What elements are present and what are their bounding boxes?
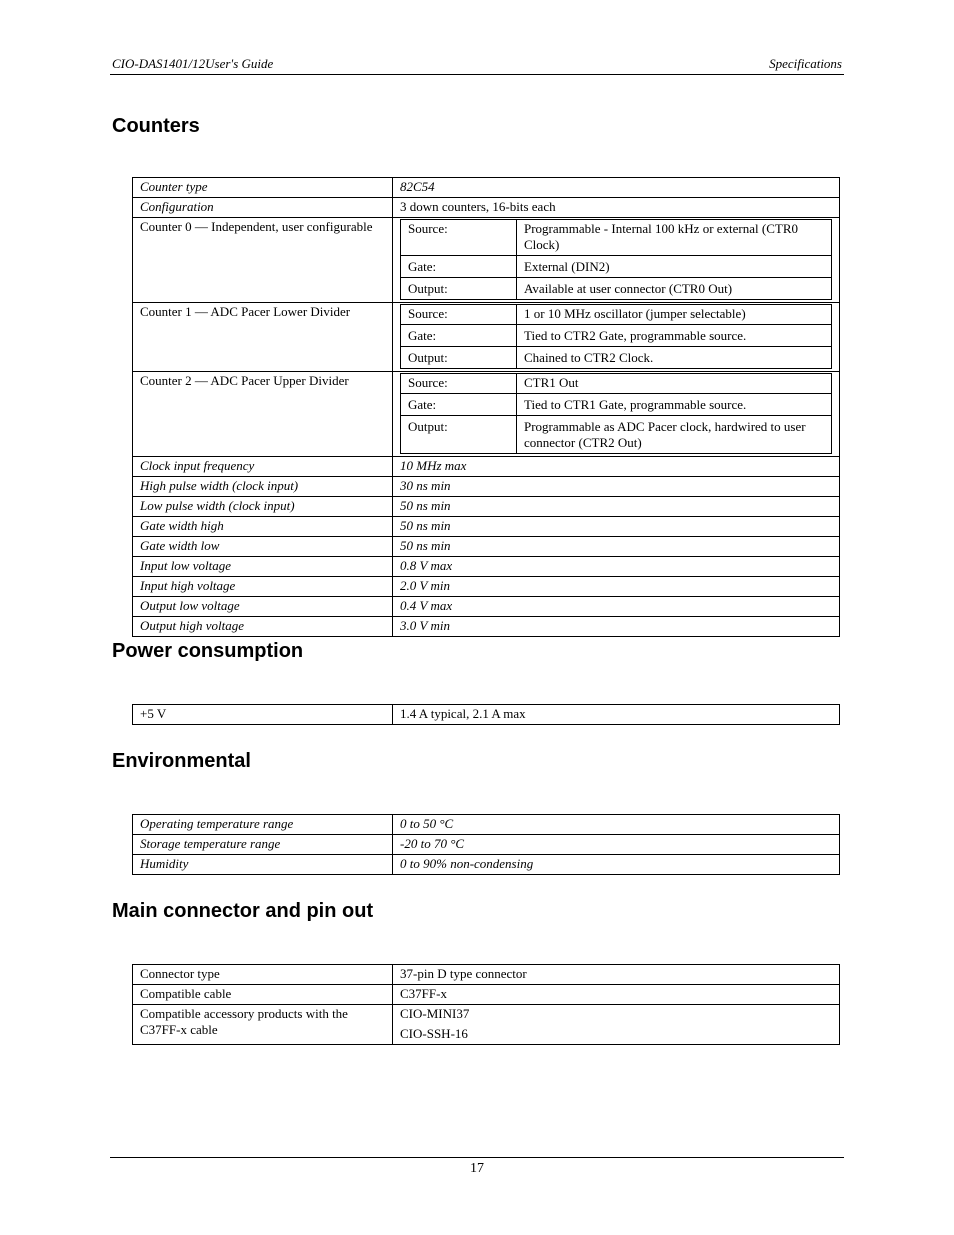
power-heading: Power consumption [112,640,304,662]
table-row [133,457,840,477]
output-label: Output: [401,278,517,300]
spec-value: 0.4 V max [393,597,840,617]
output-value: Chained to CTR2 Clock. [517,347,832,369]
table-row [133,965,840,985]
spec-label: Operating temperature range [133,815,393,835]
table-row [133,1005,840,1045]
spec-label: Clock input frequency [133,457,393,477]
output-value: Available at user connector (CTR0 Out) [517,278,832,300]
table-row [133,815,840,835]
spec-label: Gate width low [133,537,393,557]
spec-value: 10 MHz max [393,457,840,477]
spec-label: Gate width high [133,517,393,537]
spec-label: Input high voltage [133,577,393,597]
table-row [133,497,840,517]
spec-value: 50 ns min [393,497,840,517]
spec-value: 3.0 V min [393,617,840,637]
counters-table [132,177,840,637]
table-row-counter1 [133,303,840,372]
spec-value: 2.0 V min [393,577,840,597]
table-row [133,985,840,1005]
gate-value: Tied to CTR2 Gate, programmable source. [517,325,832,347]
output-label: Output: [401,416,517,454]
connector-heading: Main connector and pin out [112,900,374,922]
counters-heading: Counters [112,115,200,137]
spec-value: 0 to 90% non-condensing [393,855,840,875]
spec-label: Compatible accessory products with the C37FF-x cable [133,1005,393,1045]
spec-value: 0 to 50 °C [393,815,840,835]
environmental-heading: Environmental [112,750,251,772]
gate-label: Gate: [401,325,517,347]
gate-label: Gate: [401,394,517,416]
table-row [133,617,840,637]
source-value: Programmable - Internal 100 kHz or external (CTR0 Clock) [517,220,832,256]
spec-value: 82C54 [393,178,840,198]
gate-value: Tied to CTR1 Gate, programmable source. [517,394,832,416]
table-row [133,835,840,855]
spec-value: 37-pin D type connector [393,965,840,985]
spec-value: 3 down counters, 16-bits each [393,198,840,218]
spec-label: Counter type [133,178,393,198]
gate-value: External (DIN2) [517,256,832,278]
accessory-list [400,1006,832,1042]
spec-value: 1.4 A typical, 2.1 A max [393,705,840,725]
table-row [133,178,840,198]
spec-value: 50 ns min [393,517,840,537]
spec-value: 50 ns min [393,537,840,557]
table-row [133,597,840,617]
list-item: CIO-MINI37 [400,1006,470,1021]
source-value: 1 or 10 MHz oscillator (jumper selectable) [517,305,832,325]
counter1-label: Counter 1 — ADC Pacer Lower Divider [133,303,393,372]
spec-label: Compatible cable [133,985,393,1005]
spec-label: Storage temperature range [133,835,393,855]
power-table [132,704,840,725]
spec-label: Output low voltage [133,597,393,617]
counter0-details [400,219,832,300]
spec-label: Humidity [133,855,393,875]
counter1-details [400,304,832,369]
page-number: 17 [470,1161,484,1176]
counter2-label: Counter 2 — ADC Pacer Upper Divider [133,372,393,457]
table-row-counter2 [133,372,840,457]
spec-label: Input low voltage [133,557,393,577]
output-label: Output: [401,347,517,369]
running-header [110,56,844,75]
spec-label: Low pulse width (clock input) [133,497,393,517]
table-row [133,477,840,497]
table-row [133,577,840,597]
spec-value: C37FF-x [393,985,840,1005]
list-item: CIO-SSH-16 [400,1026,468,1041]
environmental-table [132,814,840,875]
table-row [133,557,840,577]
source-value: CTR1 Out [517,374,832,394]
spec-label: +5 V [133,705,393,725]
spec-value: 0.8 V max [393,557,840,577]
spec-value: -20 to 70 °C [393,835,840,855]
spec-label: Connector type [133,965,393,985]
spec-label: High pulse width (clock input) [133,477,393,497]
spec-value: 30 ns min [393,477,840,497]
gate-label: Gate: [401,256,517,278]
table-row [133,855,840,875]
table-row [133,517,840,537]
spec-label: Output high voltage [133,617,393,637]
spec-label: Configuration [133,198,393,218]
table-row-counter0 [133,218,840,303]
counter2-details [400,373,832,454]
source-label: Source: [401,305,517,325]
source-label: Source: [401,374,517,394]
connector-table [132,964,840,1045]
table-row [133,537,840,557]
footer-divider [110,1157,844,1158]
source-label: Source: [401,220,517,256]
output-value: Programmable as ADC Pacer clock, hardwired to user connector (CTR2 Out) [517,416,832,454]
table-row [133,705,840,725]
header-doc-title: CIO-DAS1401/12User's Guide [112,56,274,71]
counter0-label: Counter 0 — Independent, user configurable [133,218,393,303]
table-row [133,198,840,218]
header-section-title: Specifications [769,56,842,71]
